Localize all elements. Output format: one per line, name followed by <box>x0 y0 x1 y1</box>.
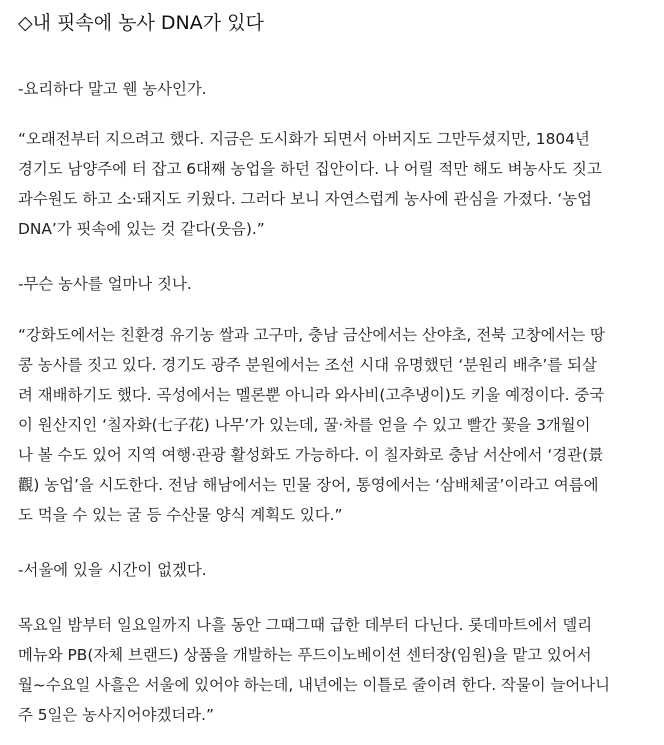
answer-3 <box>18 610 610 730</box>
question-1: -요리하다 말고 웬 농사인가. <box>18 80 207 98</box>
answer-3-line: 월~수요일 사흘은 서울에 있어야 하는데, 내년에는 이틀로 줄이려 한다. 작물이 늘어나니 <box>18 676 610 694</box>
answer-3-line: 메뉴와 PB(자체 브랜드) 상품을 개발하는 푸드이노베이션 센터장(임원)을 맡고 있어서 <box>18 646 592 664</box>
question-2: -무슨 농사를 얼마나 짓나. <box>18 275 192 293</box>
answer-3-line: 목요일 밤부터 일요일까지 나흘 동안 그때그때 급한 데부터 다닌다. 롯데마트에서 델리 <box>18 616 593 634</box>
answer-1-line: 경기도 남양주에 터 잡고 6대째 농업을 하던 집안이다. 나 어릴 적만 해도 벼농사도 짓고 <box>18 160 602 178</box>
answer-2-line: 이 원산지인 ‘칠자화(七子花) 나무’가 있는데, 꿀·차를 얻을 수 있고 빨간 꽃을 3개월이 <box>18 416 591 434</box>
answer-2-line: 콩 농사를 짓고 있다. 경기도 광주 분원에서는 조선 시대 유명했던 ‘분원리 배추’를 되살 <box>18 356 597 374</box>
section-heading: ◇내 핏속에 농사 DNA가 있다 <box>18 12 264 34</box>
answer-1-line: “오래전부터 지으려고 했다. 지금은 도시화가 되면서 아버지도 그만두셨지만, 1804년 <box>18 130 590 148</box>
answer-1-line: DNA’가 핏속에 있는 것 같다(웃음).” <box>18 220 265 238</box>
answer-2-line: 나 볼 수도 있어 지역 여행·관광 활성화도 가능하다. 이 칠자화로 충남 서산에서 ‘경관(景 <box>18 446 604 464</box>
question-3: -서울에 있을 시간이 없겠다. <box>18 561 207 579</box>
answer-2-line: 려 재배하기도 했다. 곡성에서는 멜론뿐 아니라 와사비(고추냉이)도 키울 예정이다. 중국 <box>18 386 605 404</box>
answer-1-line: 과수원도 하고 소·돼지도 키웠다. 그러다 보니 자연스럽게 농사에 관심을 가졌다. ‘농업 <box>18 190 592 208</box>
answer-2-line: “강화도에서는 친환경 유기농 쌀과 고구마, 충남 금산에서는 산야초, 전북 고창에서는 땅 <box>18 326 606 344</box>
answer-2-line: 觀) 농업’을 시도한다. 전남 해남에서는 민물 장어, 통영에서는 ‘삼배체굴’이라고 여름에 <box>18 476 599 494</box>
answer-3-line: 주 5일은 농사지어야겠더라.” <box>18 706 214 724</box>
answer-1 <box>18 124 602 244</box>
answer-2 <box>18 320 605 530</box>
answer-2-line: 도 먹을 수 있는 굴 등 수산물 양식 계획도 있다.” <box>18 506 343 524</box>
